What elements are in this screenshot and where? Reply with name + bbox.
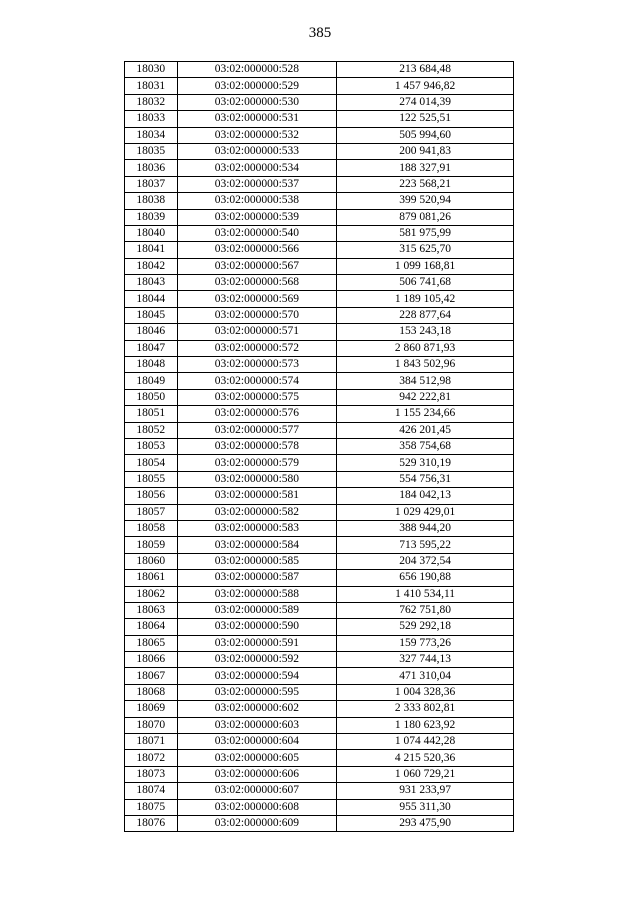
row-number-cell: 18061	[125, 570, 178, 586]
row-number-cell: 18073	[125, 766, 178, 782]
table-row	[125, 78, 514, 94]
row-number-cell: 18053	[125, 438, 178, 454]
cadastral-value-cell: 505 994,60	[337, 127, 514, 143]
row-number-cell: 18066	[125, 652, 178, 668]
row-number-cell: 18043	[125, 275, 178, 291]
cadastral-value-cell: 471 310,04	[337, 668, 514, 684]
cadastral-number-cell: 03:02:000000:589	[177, 602, 337, 618]
cadastral-number-cell: 03:02:000000:539	[177, 209, 337, 225]
row-number-cell: 18030	[125, 62, 178, 78]
table-row	[125, 438, 514, 454]
table-row	[125, 62, 514, 78]
cadastral-value-cell: 384 512,98	[337, 373, 514, 389]
table-row	[125, 783, 514, 799]
row-number-cell: 18036	[125, 160, 178, 176]
cadastral-value-cell: 656 190,88	[337, 570, 514, 586]
table-row	[125, 635, 514, 651]
row-number-cell: 18060	[125, 553, 178, 569]
cadastral-value-cell: 188 327,91	[337, 160, 514, 176]
cadastral-value-cell: 293 475,90	[337, 815, 514, 831]
cadastral-number-cell: 03:02:000000:529	[177, 78, 337, 94]
row-number-cell: 18038	[125, 193, 178, 209]
table-row	[125, 619, 514, 635]
cadastral-value-cell: 1 410 534,11	[337, 586, 514, 602]
row-number-cell: 18033	[125, 111, 178, 127]
cadastral-value-cell: 213 684,48	[337, 62, 514, 78]
cadastral-number-cell: 03:02:000000:590	[177, 619, 337, 635]
cadastral-number-cell: 03:02:000000:605	[177, 750, 337, 766]
table-row	[125, 389, 514, 405]
cadastral-number-cell: 03:02:000000:534	[177, 160, 337, 176]
cadastral-value-cell: 223 568,21	[337, 176, 514, 192]
table-row	[125, 340, 514, 356]
table-row	[125, 160, 514, 176]
row-number-cell: 18057	[125, 504, 178, 520]
cadastral-number-cell: 03:02:000000:571	[177, 324, 337, 340]
cadastral-value-cell: 942 222,81	[337, 389, 514, 405]
cadastral-value-cell: 506 741,68	[337, 275, 514, 291]
table-row	[125, 701, 514, 717]
table-row	[125, 209, 514, 225]
cadastral-number-cell: 03:02:000000:578	[177, 438, 337, 454]
cadastral-number-cell: 03:02:000000:592	[177, 652, 337, 668]
cadastral-number-cell: 03:02:000000:582	[177, 504, 337, 520]
table-row	[125, 815, 514, 831]
row-number-cell: 18062	[125, 586, 178, 602]
cadastral-value-cell: 713 595,22	[337, 537, 514, 553]
row-number-cell: 18037	[125, 176, 178, 192]
cadastral-number-cell: 03:02:000000:537	[177, 176, 337, 192]
row-number-cell: 18046	[125, 324, 178, 340]
row-number-cell: 18047	[125, 340, 178, 356]
row-number-cell: 18049	[125, 373, 178, 389]
table-row	[125, 471, 514, 487]
cadastral-number-cell: 03:02:000000:587	[177, 570, 337, 586]
row-number-cell: 18034	[125, 127, 178, 143]
row-number-cell: 18031	[125, 78, 178, 94]
cadastral-number-cell: 03:02:000000:533	[177, 143, 337, 159]
row-number-cell: 18067	[125, 668, 178, 684]
cadastral-number-cell: 03:02:000000:579	[177, 455, 337, 471]
cadastral-number-cell: 03:02:000000:583	[177, 520, 337, 536]
table-row	[125, 193, 514, 209]
row-number-cell: 18032	[125, 94, 178, 110]
table-row	[125, 111, 514, 127]
cadastral-value-cell: 955 311,30	[337, 799, 514, 815]
row-number-cell: 18052	[125, 422, 178, 438]
row-number-cell: 18051	[125, 406, 178, 422]
cadastral-number-cell: 03:02:000000:602	[177, 701, 337, 717]
table-row	[125, 750, 514, 766]
table-row	[125, 766, 514, 782]
table-row	[125, 717, 514, 733]
table-row	[125, 799, 514, 815]
cadastral-number-cell: 03:02:000000:570	[177, 307, 337, 323]
row-number-cell: 18064	[125, 619, 178, 635]
cadastral-number-cell: 03:02:000000:588	[177, 586, 337, 602]
cadastral-value-cell: 426 201,45	[337, 422, 514, 438]
cadastral-number-cell: 03:02:000000:604	[177, 734, 337, 750]
row-number-cell: 18069	[125, 701, 178, 717]
table-row	[125, 652, 514, 668]
row-number-cell: 18035	[125, 143, 178, 159]
table-row	[125, 570, 514, 586]
table-row	[125, 586, 514, 602]
table-row	[125, 373, 514, 389]
cadastral-value-cell: 529 310,19	[337, 455, 514, 471]
row-number-cell: 18075	[125, 799, 178, 815]
cadastral-number-cell: 03:02:000000:591	[177, 635, 337, 651]
cadastral-value-cell: 274 014,39	[337, 94, 514, 110]
table-row	[125, 127, 514, 143]
cadastral-number-cell: 03:02:000000:607	[177, 783, 337, 799]
table-row	[125, 307, 514, 323]
cadastral-value-cell: 1 457 946,82	[337, 78, 514, 94]
cadastral-number-cell: 03:02:000000:608	[177, 799, 337, 815]
cadastral-number-cell: 03:02:000000:603	[177, 717, 337, 733]
row-number-cell: 18050	[125, 389, 178, 405]
cadastral-value-cell: 315 625,70	[337, 242, 514, 258]
row-number-cell: 18074	[125, 783, 178, 799]
table-row	[125, 504, 514, 520]
table-row	[125, 225, 514, 241]
row-number-cell: 18068	[125, 684, 178, 700]
row-number-cell: 18041	[125, 242, 178, 258]
table-row	[125, 242, 514, 258]
cadastral-value-cell: 1 189 105,42	[337, 291, 514, 307]
table-row	[125, 94, 514, 110]
cadastral-value-cell: 200 941,83	[337, 143, 514, 159]
cadastral-value-table	[124, 61, 514, 832]
row-number-cell: 18045	[125, 307, 178, 323]
cadastral-value-cell: 1 155 234,66	[337, 406, 514, 422]
row-number-cell: 18055	[125, 471, 178, 487]
page-number: 385	[308, 25, 332, 41]
row-number-cell: 18039	[125, 209, 178, 225]
table-row	[125, 357, 514, 373]
cadastral-number-cell: 03:02:000000:595	[177, 684, 337, 700]
table-body	[125, 62, 514, 832]
row-number-cell: 18040	[125, 225, 178, 241]
cadastral-number-cell: 03:02:000000:577	[177, 422, 337, 438]
cadastral-number-cell: 03:02:000000:585	[177, 553, 337, 569]
cadastral-number-cell: 03:02:000000:566	[177, 242, 337, 258]
row-number-cell: 18054	[125, 455, 178, 471]
row-number-cell: 18072	[125, 750, 178, 766]
cadastral-value-cell: 879 081,26	[337, 209, 514, 225]
row-number-cell: 18071	[125, 734, 178, 750]
cadastral-value-cell: 228 877,64	[337, 307, 514, 323]
cadastral-number-cell: 03:02:000000:573	[177, 357, 337, 373]
cadastral-value-cell: 122 525,51	[337, 111, 514, 127]
cadastral-number-cell: 03:02:000000:606	[177, 766, 337, 782]
cadastral-value-cell: 388 944,20	[337, 520, 514, 536]
table-row	[125, 422, 514, 438]
cadastral-number-cell: 03:02:000000:528	[177, 62, 337, 78]
table-row	[125, 406, 514, 422]
table-row	[125, 537, 514, 553]
table-row	[125, 291, 514, 307]
cadastral-value-cell: 1 074 442,28	[337, 734, 514, 750]
cadastral-number-cell: 03:02:000000:574	[177, 373, 337, 389]
cadastral-number-cell: 03:02:000000:531	[177, 111, 337, 127]
row-number-cell: 18056	[125, 488, 178, 504]
cadastral-number-cell: 03:02:000000:584	[177, 537, 337, 553]
cadastral-number-cell: 03:02:000000:532	[177, 127, 337, 143]
cadastral-value-cell: 581 975,99	[337, 225, 514, 241]
cadastral-number-cell: 03:02:000000:575	[177, 389, 337, 405]
cadastral-number-cell: 03:02:000000:576	[177, 406, 337, 422]
cadastral-value-cell: 4 215 520,36	[337, 750, 514, 766]
table-row	[125, 143, 514, 159]
cadastral-value-cell: 184 042,13	[337, 488, 514, 504]
cadastral-number-cell: 03:02:000000:538	[177, 193, 337, 209]
table-row	[125, 455, 514, 471]
table-row	[125, 324, 514, 340]
cadastral-number-cell: 03:02:000000:572	[177, 340, 337, 356]
row-number-cell: 18042	[125, 258, 178, 274]
cadastral-number-cell: 03:02:000000:540	[177, 225, 337, 241]
table-row	[125, 258, 514, 274]
cadastral-value-cell: 2 860 871,93	[337, 340, 514, 356]
cadastral-value-cell: 358 754,68	[337, 438, 514, 454]
cadastral-value-cell: 159 773,26	[337, 635, 514, 651]
row-number-cell: 18048	[125, 357, 178, 373]
cadastral-value-cell: 204 372,54	[337, 553, 514, 569]
table-row	[125, 668, 514, 684]
cadastral-number-cell: 03:02:000000:580	[177, 471, 337, 487]
row-number-cell: 18059	[125, 537, 178, 553]
cadastral-value-cell: 327 744,13	[337, 652, 514, 668]
cadastral-number-cell: 03:02:000000:568	[177, 275, 337, 291]
cadastral-value-cell: 1 099 168,81	[337, 258, 514, 274]
cadastral-value-cell: 1 180 623,92	[337, 717, 514, 733]
cadastral-value-cell: 1 004 328,36	[337, 684, 514, 700]
cadastral-number-cell: 03:02:000000:594	[177, 668, 337, 684]
table-row	[125, 734, 514, 750]
cadastral-value-cell: 554 756,31	[337, 471, 514, 487]
cadastral-value-cell: 2 333 802,81	[337, 701, 514, 717]
row-number-cell: 18044	[125, 291, 178, 307]
cadastral-value-cell: 931 233,97	[337, 783, 514, 799]
cadastral-value-cell: 153 243,18	[337, 324, 514, 340]
cadastral-value-cell: 762 751,80	[337, 602, 514, 618]
row-number-cell: 18063	[125, 602, 178, 618]
row-number-cell: 18070	[125, 717, 178, 733]
cadastral-value-cell: 1 060 729,21	[337, 766, 514, 782]
table-row	[125, 553, 514, 569]
cadastral-number-cell: 03:02:000000:581	[177, 488, 337, 504]
cadastral-value-cell: 1 029 429,01	[337, 504, 514, 520]
cadastral-number-cell: 03:02:000000:530	[177, 94, 337, 110]
table-row	[125, 275, 514, 291]
cadastral-value-cell: 399 520,94	[337, 193, 514, 209]
row-number-cell: 18065	[125, 635, 178, 651]
table-row	[125, 520, 514, 536]
cadastral-value-cell: 1 843 502,96	[337, 357, 514, 373]
table-row	[125, 602, 514, 618]
cadastral-number-cell: 03:02:000000:567	[177, 258, 337, 274]
cadastral-value-cell: 529 292,18	[337, 619, 514, 635]
cadastral-number-cell: 03:02:000000:569	[177, 291, 337, 307]
table-row	[125, 684, 514, 700]
table-row	[125, 488, 514, 504]
table-row	[125, 176, 514, 192]
row-number-cell: 18058	[125, 520, 178, 536]
cadastral-number-cell: 03:02:000000:609	[177, 815, 337, 831]
row-number-cell: 18076	[125, 815, 178, 831]
